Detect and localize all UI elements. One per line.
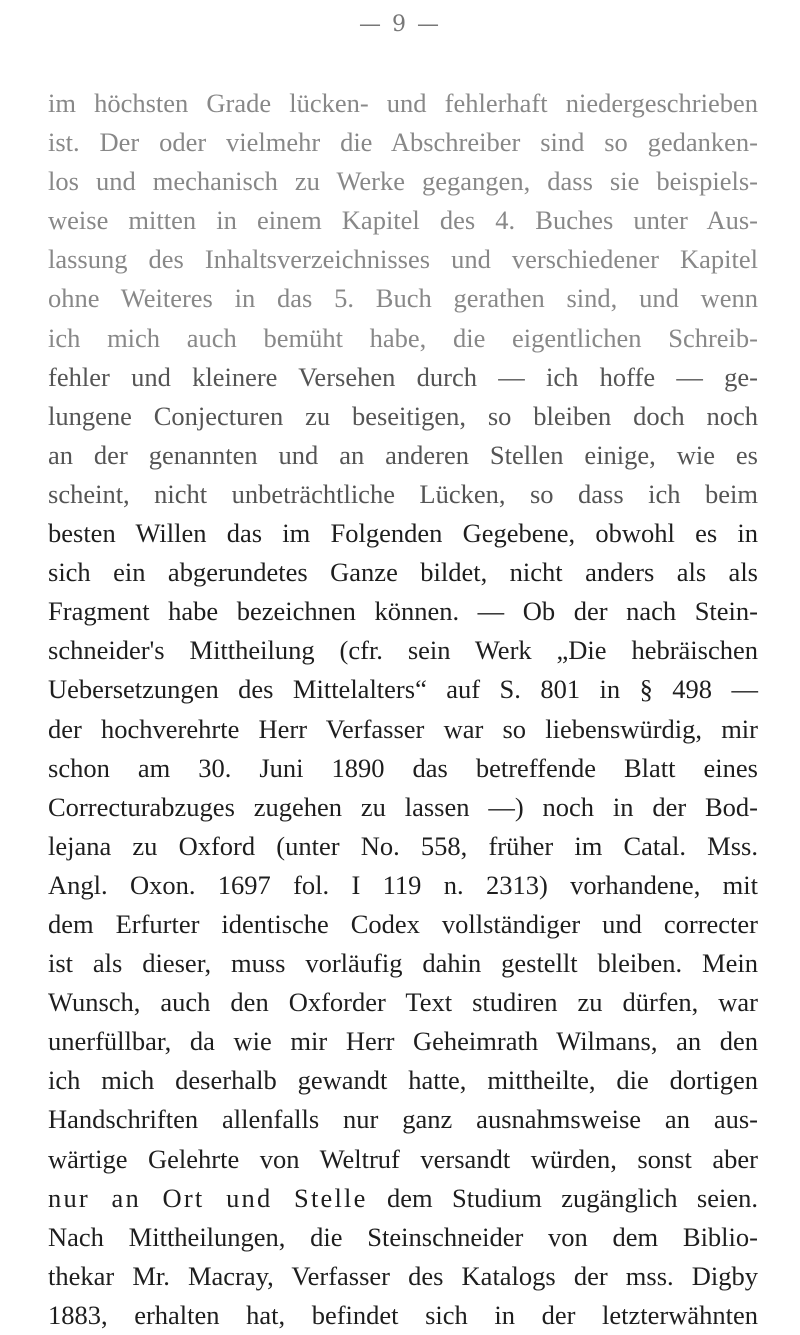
text-line: fehler und kleinere Versehen durch — ich hoffe — ge-	[48, 361, 758, 392]
text-line: thekar Mr. Macray, Verfasser des Katalogs der mss. Digby	[48, 1260, 758, 1291]
text-line: weise mitten in einem Kapitel des 4. Buches unter Aus-	[48, 205, 758, 236]
text-line: lejana zu Oxford (unter No. 558, früher im Catal. Mss.	[48, 830, 758, 861]
text-line: ohne Weiteres in das 5. Buch gerathen sind, und wenn	[48, 283, 758, 314]
page-number: — 9 —	[359, 12, 441, 37]
text-line: Fragment habe bezeichnen können. — Ob der nach Stein-	[48, 596, 758, 627]
text-line: sich ein abgerundetes Ganze bildet, nicht anders als als	[48, 557, 758, 588]
body-text	[48, 84, 758, 1335]
text-line: ist. Der oder vielmehr die Abschreiber sind so gedanken-	[48, 127, 758, 158]
text-line: Wunsch, auch den Oxforder Text studiren zu dürfen, war	[48, 987, 758, 1018]
text-line: Uebersetzungen des Mittelalters“ auf S. 801 in § 498 —	[48, 674, 758, 705]
text-line: der hochverehrte Herr Verfasser war so liebenswürdig, mir	[48, 713, 758, 744]
text-line: schon am 30. Juni 1890 das betreffende Blatt eines	[48, 752, 758, 783]
text-line: 1883, erhalten hat, befindet sich in der letzterwähnten	[48, 1299, 758, 1330]
text-line: schneider's Mittheilung (cfr. sein Werk „Die hebräischen	[48, 635, 758, 666]
text-line: ich mich deserhalb gewandt hatte, mittheilte, die dortigen	[48, 1065, 758, 1096]
text-line: dem Erfurter identische Codex vollständiger und correcter	[48, 908, 758, 939]
text-line: Nach Mittheilungen, die Steinschneider von dem Biblio-	[48, 1221, 758, 1252]
text-line: los und mechanisch zu Werke gegangen, dass sie beispiels-	[48, 166, 758, 197]
text-line: Angl. Oxon. 1697 fol. I 119 n. 2313) vorhandene, mit	[48, 869, 758, 900]
text-line: Handschriften allenfalls nur ganz ausnahmsweise an aus-	[48, 1104, 758, 1135]
text-line: an der genannten und an anderen Stellen einige, wie es	[48, 439, 758, 470]
text-line: Correcturabzuges zugehen zu lassen —) noch in der Bod-	[48, 791, 758, 822]
text-line: ist als dieser, muss vorläufig dahin gestellt bleiben. Mein	[48, 948, 758, 979]
text-line: scheint, nicht unbeträchtliche Lücken, so dass ich beim	[48, 478, 758, 509]
text-line: lungene Conjecturen zu beseitigen, so bleiben doch noch	[48, 400, 758, 431]
text-line: im höchsten Grade lücken- und fehlerhaft niedergeschrieben	[48, 88, 758, 118]
text-line: besten Willen das im Folgenden Gegebene, obwohl es in	[48, 518, 758, 549]
text-line: wärtige Gelehrte von Weltruf versandt würden, sonst aber	[48, 1143, 758, 1174]
text-line: lassung des Inhaltsverzeichnisses und verschiedener Kapitel	[48, 244, 758, 275]
text-line: unerfüllbar, da wie mir Herr Geheimrath Wilmans, an den	[48, 1026, 758, 1057]
text-line: nur an Ort und Stelle dem Studium zugänglich seien.	[48, 1182, 758, 1213]
text-line: ich mich auch bemüht habe, die eigentlichen Schreib-	[48, 322, 758, 353]
